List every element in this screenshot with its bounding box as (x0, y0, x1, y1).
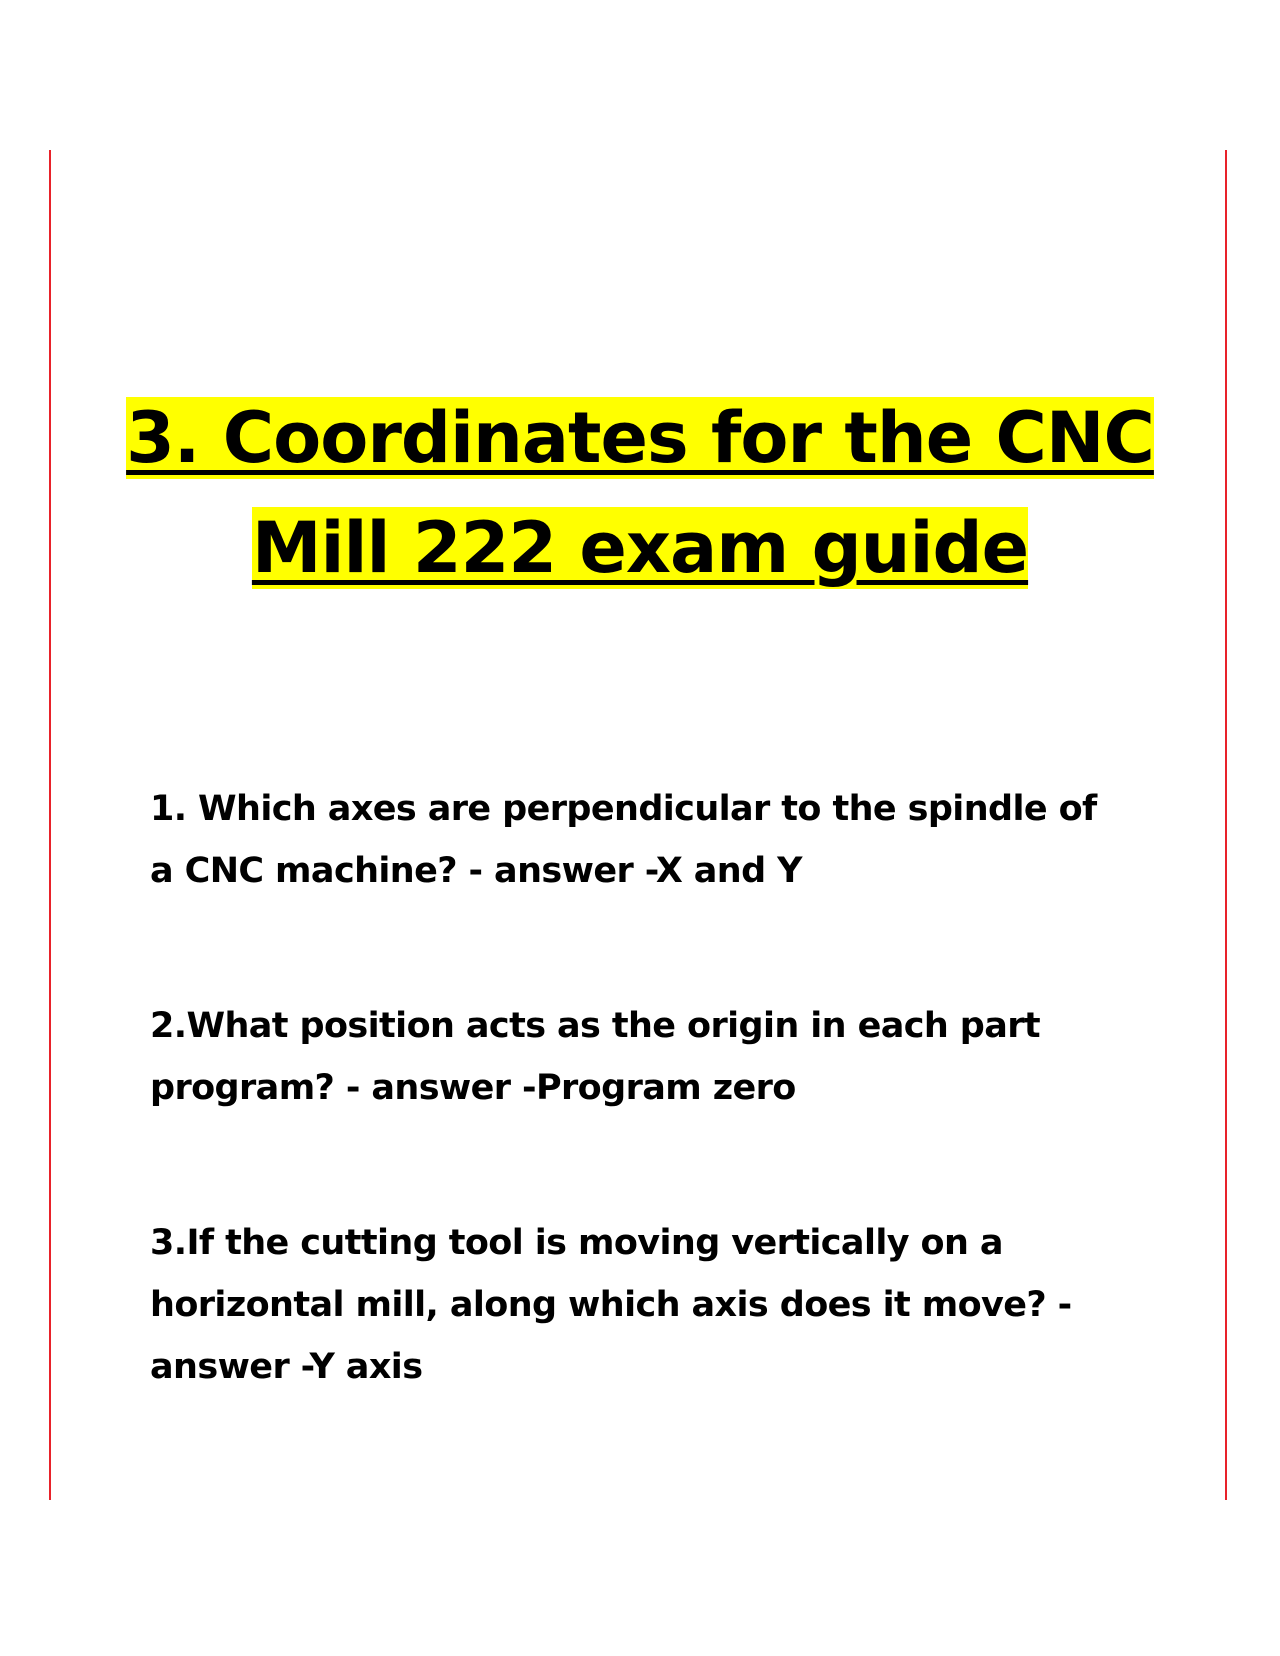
left-margin-line (49, 150, 51, 1500)
question-item-3: 3.If the cutting tool is moving vertically on a horizontal mill, along which axis does it move? - answer -Y axis (150, 1223, 1072, 1387)
question-item-2: 2.What position acts as the origin in each part program? - answer -Program zero (150, 1006, 1041, 1108)
question-item-1: 1. Which axes are perpendicular to the spindle of a CNC machine? - answer -X and Y (150, 789, 1097, 891)
right-margin-line (1225, 150, 1227, 1500)
page-title: 3. Coordinates for the CNC Mill 222 exam guide (126, 397, 1154, 589)
question-list (150, 778, 1130, 1491)
title-block (100, 383, 1180, 603)
